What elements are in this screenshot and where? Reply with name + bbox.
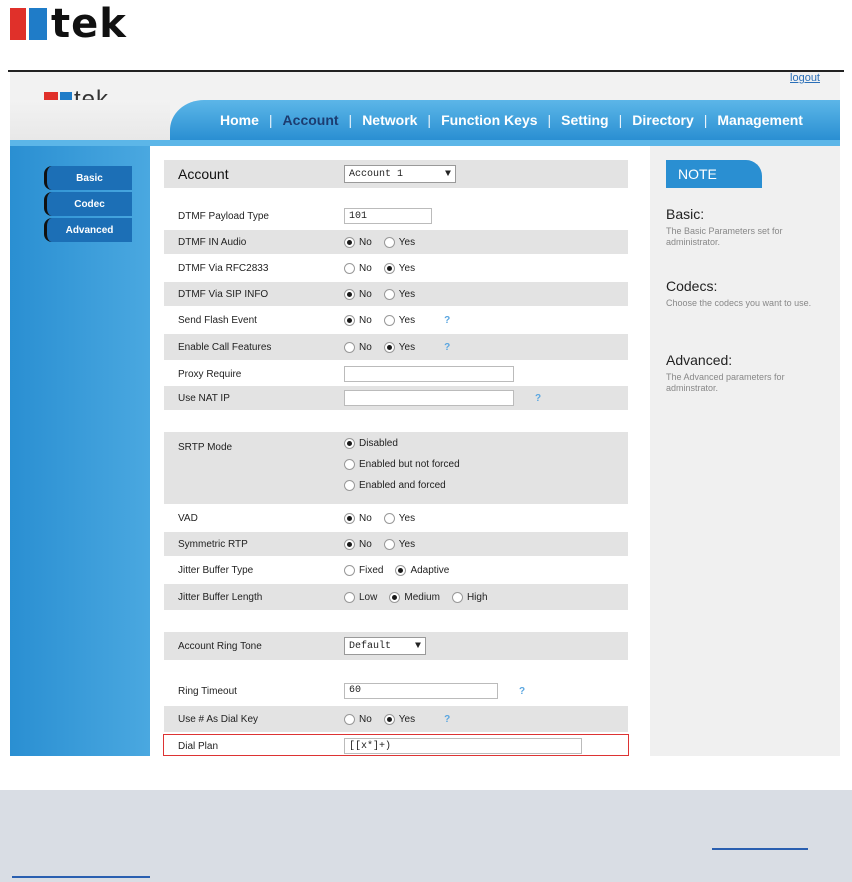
jitter-length-row (164, 584, 628, 610)
help-icon[interactable]: ? (534, 392, 542, 404)
htek-logo-mark-icon (10, 8, 47, 40)
sidebar-item-advanced[interactable]: Advanced (44, 218, 132, 242)
vad-no-radio[interactable] (344, 513, 355, 524)
option-label: Low (359, 591, 378, 603)
dtmf-rfc-no-radio[interactable] (344, 263, 355, 274)
dial-plan-highlight (163, 734, 629, 756)
option-label: No (359, 288, 372, 300)
symmetric-no-radio[interactable] (344, 539, 355, 550)
main-nav: Home | Account | Network | Function Keys | Setting | Directory | Management (170, 100, 840, 140)
chevron-down-icon: ▼ (444, 168, 451, 180)
account-select-value: Account 1 (349, 168, 404, 180)
ring-tone-select[interactable] (344, 637, 426, 655)
option-label: No (359, 314, 372, 326)
ring-timeout-label: Ring Timeout (178, 685, 237, 697)
jitter-adaptive-radio[interactable] (395, 565, 406, 576)
hash-dial-yes-radio[interactable] (384, 714, 395, 725)
dtmf-payload-input[interactable]: 101 (344, 208, 432, 224)
vad-label: VAD (178, 512, 198, 524)
link-underline[interactable] (712, 848, 808, 850)
help-icon[interactable]: ? (444, 341, 451, 353)
hash-dial-row (164, 706, 628, 732)
option-label: Fixed (359, 564, 384, 576)
dtmf-in-audio-no-radio[interactable] (344, 237, 355, 248)
option-label: Yes (398, 341, 416, 353)
nav-setting[interactable]: Setting (561, 112, 609, 128)
ring-timeout-row (164, 680, 628, 702)
dtmf-rfc-yes-radio[interactable] (384, 263, 395, 274)
srtp-forced-radio[interactable] (344, 480, 355, 491)
hash-dial-label: Use # As Dial Key (178, 713, 259, 725)
hash-dial-no-radio[interactable] (344, 714, 355, 725)
dtmf-in-audio-yes-radio[interactable] (384, 237, 395, 248)
note-basic-heading: Basic: (666, 206, 705, 222)
chevron-down-icon: ▼ (414, 640, 421, 652)
option-label: Yes (398, 713, 416, 725)
note-codecs-heading: Codecs: (666, 278, 718, 294)
call-features-yes-radio[interactable] (384, 342, 395, 353)
nav-management[interactable]: Management (717, 112, 803, 128)
note-advanced-heading: Advanced: (666, 352, 733, 368)
document-logo (10, 1, 127, 47)
srtp-row (164, 432, 628, 504)
jitter-type-row (164, 560, 628, 580)
proxy-require-input[interactable] (344, 366, 514, 382)
document-logo-text: tek (51, 1, 127, 47)
option-label: Enabled and forced (359, 480, 446, 491)
option-label: No (359, 538, 372, 550)
sidebar (10, 146, 150, 756)
srtp-not-forced-radio[interactable] (344, 459, 355, 470)
option-label: No (359, 713, 372, 725)
dial-plan-label: Dial Plan (178, 740, 219, 752)
call-features-label: Enable Call Features (178, 341, 272, 353)
note-advanced-text: The Advanced parameters for adminstrator. (666, 372, 785, 393)
option-label: High (466, 591, 488, 603)
dtmf-sip-row (164, 282, 628, 306)
symmetric-rtp-label: Symmetric RTP (178, 538, 248, 550)
settings-form (150, 146, 650, 756)
dtmf-sip-yes-radio[interactable] (384, 289, 395, 300)
note-panel (650, 146, 840, 756)
nav-home[interactable]: Home (220, 112, 259, 128)
dtmf-sip-label: DTMF Via SIP INFO (178, 288, 269, 300)
web-ui-screenshot (10, 72, 840, 756)
vad-row (164, 508, 628, 528)
option-label: No (359, 236, 372, 248)
sidebar-item-codec[interactable]: Codec (44, 192, 132, 216)
dtmf-payload-label: DTMF Payload Type (178, 210, 269, 222)
option-label: Medium (404, 591, 440, 603)
jitter-high-radio[interactable] (452, 592, 463, 603)
logout-link[interactable]: logout (790, 72, 820, 84)
jitter-type-label: Jitter Buffer Type (178, 564, 254, 576)
option-label: No (359, 341, 372, 353)
option-label: Disabled (359, 438, 398, 449)
proxy-require-label: Proxy Require (178, 368, 242, 380)
send-flash-row (164, 310, 628, 330)
option-label: Yes (398, 236, 416, 248)
jitter-fixed-radio[interactable] (344, 565, 355, 576)
ring-tone-select-value: Default (349, 640, 392, 652)
account-row (164, 160, 628, 188)
note-tab: NOTE (666, 160, 762, 188)
option-label: Enabled but not forced (359, 459, 460, 470)
dtmf-rfc-label: DTMF Via RFC2833 (178, 262, 269, 274)
send-flash-yes-radio[interactable] (384, 315, 395, 326)
nav-function-keys[interactable]: Function Keys (441, 112, 538, 128)
proxy-require-row (164, 364, 628, 384)
ring-timeout-input[interactable]: 60 (344, 683, 498, 699)
jitter-medium-radio[interactable] (389, 592, 400, 603)
ring-tone-row (164, 632, 628, 660)
call-features-no-radio[interactable] (344, 342, 355, 353)
use-nat-input[interactable] (344, 390, 514, 406)
nav-directory[interactable]: Directory (632, 112, 694, 128)
option-label: Yes (398, 288, 416, 300)
nav-account[interactable]: Account (282, 112, 339, 128)
help-icon[interactable]: ? (518, 685, 526, 697)
option-label: Yes (398, 512, 416, 524)
srtp-label: SRTP Mode (178, 442, 233, 453)
use-nat-row (164, 386, 628, 410)
help-icon[interactable]: ? (444, 314, 451, 326)
call-features-row (164, 334, 628, 360)
dial-plan-input[interactable]: [[x*]+) (344, 738, 582, 754)
use-nat-label: Use NAT IP (178, 392, 230, 404)
nav-network[interactable]: Network (362, 112, 418, 128)
dtmf-rfc-row (164, 258, 628, 278)
option-label: Yes (398, 262, 416, 274)
jitter-low-radio[interactable] (344, 592, 355, 603)
send-flash-label: Send Flash Event (178, 314, 257, 326)
help-icon[interactable]: ? (444, 713, 451, 725)
header (10, 72, 840, 140)
bottom-bar (0, 790, 852, 882)
option-label: No (359, 512, 372, 524)
account-select[interactable] (344, 165, 456, 183)
note-codecs-text: Choose the codecs you want to use. (666, 298, 812, 308)
symmetric-yes-radio[interactable] (384, 539, 395, 550)
srtp-disabled-radio[interactable] (344, 438, 355, 449)
dtmf-in-audio-label: DTMF IN Audio (178, 236, 247, 248)
sidebar-item-basic[interactable]: Basic (44, 166, 132, 190)
vad-yes-radio[interactable] (384, 513, 395, 524)
account-label: Account (178, 166, 229, 182)
dtmf-in-audio-row (164, 230, 628, 254)
option-label: Adaptive (410, 564, 450, 576)
ring-tone-label: Account Ring Tone (178, 640, 262, 652)
dtmf-sip-no-radio[interactable] (344, 289, 355, 300)
symmetric-rtp-row (164, 532, 628, 556)
option-label: Yes (398, 538, 416, 550)
send-flash-no-radio[interactable] (344, 315, 355, 326)
note-basic-text: The Basic Parameters set for administrator. (666, 226, 783, 247)
jitter-length-label: Jitter Buffer Length (178, 591, 263, 603)
dtmf-payload-row (164, 206, 628, 226)
option-label: No (359, 262, 372, 274)
option-label: Yes (398, 314, 416, 326)
link-underline[interactable] (12, 876, 150, 878)
